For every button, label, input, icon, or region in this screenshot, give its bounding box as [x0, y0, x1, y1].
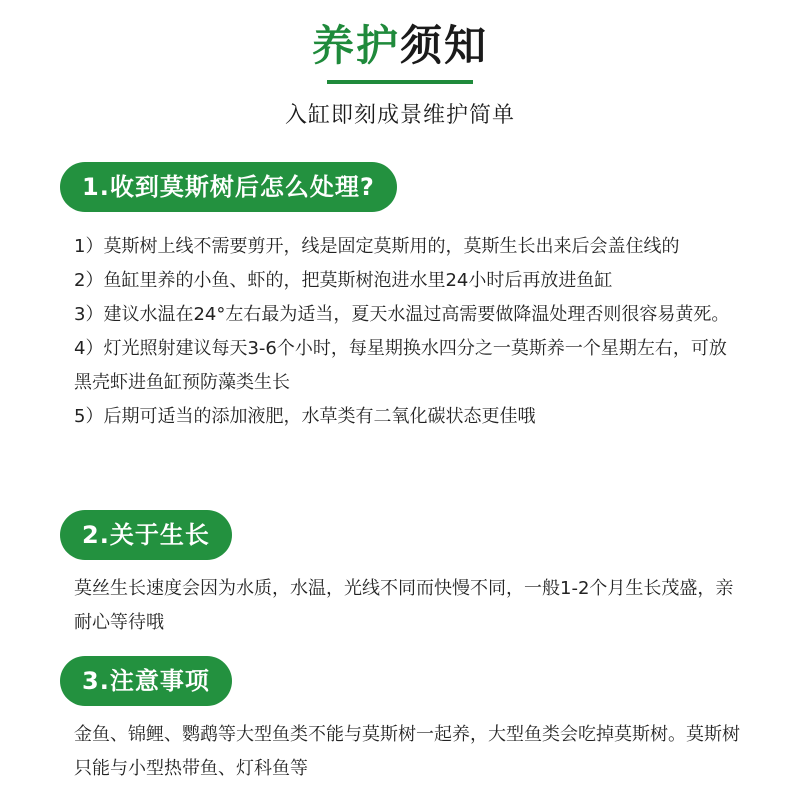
list-item: 3）建议水温在24°左右最为适当，夏天水温过高需要做降温处理否则很容易黄死。 — [74, 304, 730, 325]
section-text: 莫丝生长速度会因为水质，水温，光线不同而快慢不同，一般1-2个月生长茂盛，亲耐心等待哦 — [74, 578, 734, 633]
section-growth — [60, 510, 740, 640]
list-item: 1）莫斯树上线不需要剪开，线是固定莫斯用的，莫斯生长出来后会盖住线的 — [74, 236, 680, 257]
title-underline — [327, 80, 473, 84]
section-text: 金鱼、锦鲤、鹦鹉等大型鱼类不能与莫斯树一起养，大型鱼类会吃掉莫斯树。莫斯树只能与小型热带鱼、灯科鱼等 — [74, 724, 740, 779]
section-handling — [60, 162, 740, 434]
section-heading: 3.注意事项 — [60, 656, 232, 706]
list-item: 5）后期可适当的添加液肥，水草类有二氧化碳状态更佳哦 — [74, 406, 536, 427]
page-header — [0, 18, 800, 129]
title-part-dark: 须知 — [400, 21, 489, 70]
list-item: 4）灯光照射建议每天3-6个小时，每星期换水四分之一莫斯养一个星期左右，可放黑壳虾进鱼缸预防藻类生长 — [74, 338, 727, 393]
list-item: 2）鱼缸里养的小鱼、虾的，把莫斯树泡进水里24小时后再放进鱼缸 — [74, 270, 613, 291]
page-title — [0, 18, 800, 74]
section-notes — [60, 656, 740, 786]
section-heading: 2.关于生长 — [60, 510, 232, 560]
section-heading: 1.收到莫斯树后怎么处理? — [60, 162, 397, 212]
title-part-green: 养护 — [311, 21, 400, 70]
page-subtitle: 入缸即刻成景维护简单 — [284, 103, 515, 128]
handling-list — [74, 230, 740, 434]
